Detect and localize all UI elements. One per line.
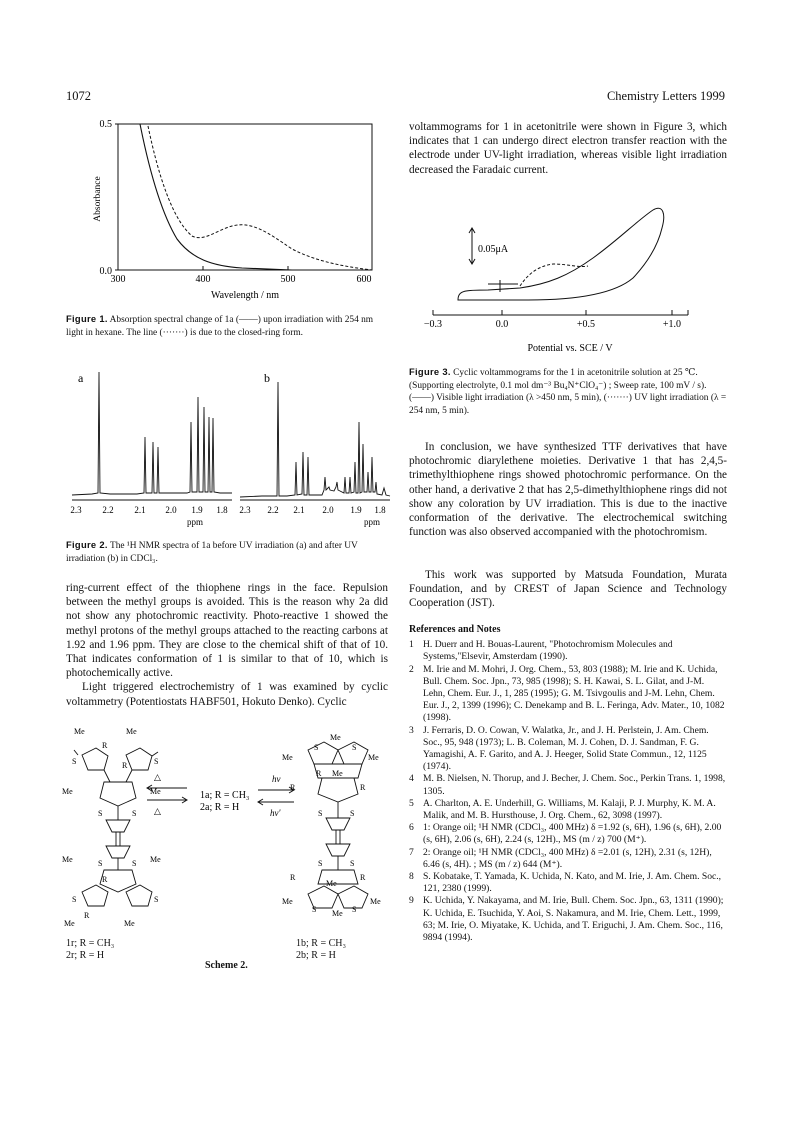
atom-label: S (318, 859, 323, 868)
reference-text: K. Uchida, Y. Nakayama, and M. Irie, Bull. Chem. Soc. Jpn., 63, 1311 (1990); K. Uchida, E. Tsuchida, Y. Aoi, S. Nakamura, and M. Irie, Chem. Lett., 1999, 63; M. Irie, O. Miyatake, K. Uchida, and T. Eriguchi, J. Am. Chem. Soc., 116, 9894 (1994). (423, 895, 724, 944)
delta-symbol: △ (154, 806, 161, 816)
y-tick-label: 0.0 (99, 266, 112, 277)
x-tick-label: 300 (110, 274, 126, 285)
atom-label: S (72, 757, 77, 766)
atom-label: R (102, 875, 108, 884)
figure-1-absorption-plot (62, 114, 382, 309)
molecule-open-form (74, 748, 158, 906)
molecule-closed-form (308, 742, 368, 908)
atom-label: S (312, 905, 317, 914)
atom-label: S (72, 895, 77, 904)
tick-b: 1.8 (374, 505, 386, 515)
reference-number: 6 (409, 822, 414, 834)
tick-b: 2.0 (322, 505, 334, 515)
atom-label: Me (332, 769, 343, 778)
atom-label: S (350, 859, 355, 868)
figure-3-caption-text: Cyclic voltammograms for the 1 in acetonitrile solution at 25 ℃. (Supporting electrolyte, 0.1 mol dm⁻³ Bu₄N⁺ClO₄⁻) ; Sweep rate, 100 mV / s). (——) Visible light irradiation (λ >450 nm, 5 min), (·······) UV light irradiation (λ = 254 nm, 5 min). (409, 368, 727, 416)
reference-item (409, 895, 727, 944)
reference-item (409, 725, 727, 774)
atom-label: Me (282, 753, 293, 762)
reference-text: J. Ferraris, D. O. Cowan, V. Walatka, Jr., and J. H. Perlstein, J. Am. Chem. Soc., 95, 948 (1973); L. B. Coleman, M. J. Cohen, D. J. Sandman, F. G. Yamagishi, A. F. Garito, and A. J. Heeger, Solid State Commun., 12, 1125 (1974). (423, 724, 709, 773)
reference-number: 1 (409, 639, 414, 651)
atom-label: Me (368, 753, 379, 762)
atom-label: R (84, 911, 90, 920)
figure-1-caption (66, 313, 376, 339)
scheme-2-structures (62, 720, 392, 935)
reference-number: 5 (409, 797, 414, 809)
atom-label: R (316, 769, 322, 778)
hv-prime-label: hν' (270, 808, 281, 818)
tick-a: 2.1 (134, 505, 146, 515)
tick-a: 1.8 (216, 505, 228, 515)
tick-b: 1.9 (350, 505, 362, 515)
reference-number: 4 (409, 773, 414, 785)
figure-2-caption-text: The ¹H NMR spectra of 1a before UV irradiation (a) and after UV irradiation (b) in CDCl₃. (66, 541, 358, 564)
mid-label-2: 2a; R = H (200, 802, 240, 813)
reference-text: M. B. Nielsen, N. Thorup, and J. Becher, J. Chem. Soc., Perkin Trans. 1, 1998, 1305. (423, 773, 726, 797)
atom-label: Me (370, 897, 381, 906)
hv-label: hν (272, 774, 281, 784)
reference-text: S. Kobatake, T. Yamada, K. Uchida, N. Kato, and M. Irie, J. Am. Chem. Soc., 121, 2380 (1999). (423, 871, 722, 895)
atom-label: S (98, 859, 103, 868)
spectrum-a-trace (72, 372, 232, 495)
delta-symbol: △ (154, 772, 161, 782)
x-tick-label: −0.3 (423, 319, 443, 330)
atom-label: S (352, 743, 357, 752)
scheme-left-labels (66, 938, 114, 962)
reference-item (409, 798, 727, 822)
atom-label: Me (126, 727, 137, 736)
atom-label: R (102, 741, 108, 750)
spectrum-a-label: a (78, 371, 84, 385)
atom-label: S (154, 895, 159, 904)
x-tick-label: 500 (280, 274, 296, 285)
atom-label: S (154, 757, 159, 766)
tick-a: 1.9 (191, 505, 203, 515)
unit-b: ppm (363, 517, 381, 527)
unit-a: ppm (186, 517, 204, 527)
reference-number: 3 (409, 724, 414, 736)
reference-text: A. Charlton, A. E. Underhill, G. Williams, M. Kalaji, P. J. Murphy, K. M. A. Malik, and M. B. Hursthouse, J. Org. Chem., 62, 3098 (1997). (423, 797, 716, 822)
y-axis-label: Absorbance (93, 176, 103, 222)
atom-label: S (350, 809, 355, 818)
left-label-2: 2r; R = H (66, 950, 105, 961)
atom-label: Me (64, 919, 75, 928)
atom-label: S (132, 859, 137, 868)
x-tick-label: +0.5 (576, 319, 596, 330)
reference-number: 7 (409, 846, 414, 858)
tick-b: 2.1 (293, 505, 305, 515)
reference-item (409, 664, 727, 725)
atom-label: R (360, 783, 366, 792)
right-column-text-top (409, 120, 727, 177)
atom-label: S (98, 809, 103, 818)
x-tick-label: 0.0 (495, 319, 509, 330)
atom-label: Me (150, 855, 161, 864)
figure-3-caption-label: Figure 3. (409, 366, 451, 377)
paragraph: In conclusion, we have synthesized TTF derivatives that have photochromic diarylethene moieties. Derivative 1 that has 2,4,5-trimethylthiophene rings showed photochromic performance. On the other hand, a derivative 2 that has 2,5-dimethylthiophene rings did not show any coloration by UV irradiation. This is due to the inactive conformation of the derivative. The electrochemical switching function was also observed accompanied with the photochromism. (409, 441, 727, 539)
plot-frame (118, 124, 372, 270)
paragraph: This work was supported by Matsuda Foundation, Murata Foundation, and by CREST of Japan Science and Technology Cooperation (JST). (409, 569, 727, 610)
atom-label: S (352, 905, 357, 914)
paragraph: Light triggered electrochemistry of 1 was examined by cyclic voltammetry (Potentiostats HABF501, Hokuto Denko). Cyclic (66, 681, 388, 708)
atom-label: S (132, 809, 137, 818)
atom-label: Me (62, 787, 73, 796)
closed-ring-curve (148, 126, 372, 270)
figure-2-caption-label: Figure 2. (66, 539, 108, 550)
figure-2-nmr-spectra (62, 362, 392, 532)
page-number: 1072 (66, 89, 91, 103)
paragraph: voltammograms for 1 in acetonitrile were shown in Figure 3, which indicates that 1 can undergo direct electron transfer reaction with the electrode under UV-light irradiation, whereas visible light irradiation decreased the Faradaic current. (409, 121, 727, 176)
reference-item (409, 639, 727, 663)
figure-1-caption-text: Absorption spectral change of 1a (——) upon irradiation with 254 nm light in hexane. The line (·······) is due to the closed-ring form. (66, 315, 374, 338)
tick-b: 2.2 (267, 505, 279, 515)
mid-label-1: 1a; R = CH₃ (200, 790, 250, 801)
reference-item (409, 871, 727, 895)
atom-label: S (314, 743, 319, 752)
scheme-right-labels (296, 938, 346, 962)
figure-2-caption (66, 539, 388, 565)
tick-a: 2.0 (165, 505, 177, 515)
references (409, 624, 727, 944)
x-tick-label: 400 (195, 274, 211, 285)
right-column-text-ack (409, 568, 727, 611)
atom-label: Me (330, 733, 341, 742)
reference-list (409, 639, 727, 944)
tick-a: 2.2 (102, 505, 114, 515)
atom-label: S (318, 809, 323, 818)
reference-text: H. Duerr and H. Bouas-Laurent, "Photochromism Molecules and Systems,"Elsevir, Amsterdam (1990). (423, 639, 673, 663)
figure-3-voltammogram (408, 200, 728, 360)
figure-3-caption (409, 366, 727, 417)
right-column-text-conclusion (409, 440, 727, 539)
figure-1-caption-label: Figure 1. (66, 313, 108, 324)
reference-item (409, 847, 727, 871)
atom-label: Me (74, 727, 85, 736)
atom-label: Me (124, 919, 135, 928)
atom-label: Me (326, 879, 337, 888)
atom-label: R (122, 761, 128, 770)
x-tick-label: 600 (356, 274, 372, 285)
left-label-1: 1r; R = CH₃ (66, 938, 115, 949)
right-label-2: 2b; R = H (296, 950, 336, 961)
open-ring-curve (140, 124, 292, 270)
right-label-1: 1b; R = CH₃ (296, 938, 346, 949)
uv-light-trace (520, 264, 588, 286)
reference-text: M. Irie and M. Mohri, J. Org. Chem., 53, 803 (1988); M. Irie and K. Uchida, Bull. Chem. Soc. Jpn., 73, 985 (1998); S. H. Kawai, S. L. Gilat, and J-M. Lehn, Chem. Eur. J., 1, 285 (1995); G. M. Tsivgoulis and J-M. Lehn, Chem. Eur. J., 2, 1399 (1996); C. Denekamp and B. L. Feringa, Adv. Mater., 10, 1082 (1998). (423, 663, 725, 724)
reference-text: 1: Orange oil; ¹H NMR (CDCl₃, 400 MHz) δ =1.92 (s, 6H), 1.96 (s, 6H), 2.00 (s, 6H), 2.06 (s, 6H), 2.24 (s, 12H)., MS (m / z) 700 (M⁺). (423, 822, 722, 846)
journal-title: Chemistry Letters 1999 (606, 89, 725, 103)
paragraph: ring-current effect of the thiophene rings in the face. Repulsion between the methyl groups is avoided. This is the reason why 2a did not show any photochromic reactivity. Photo-reactive 1 showed the methyl protons of the methyl groups attached to the reacting carbons at 1.92 and 1.96 ppm. They are close to the chemical shift of that of 10. That indicates conformation of 1 is similar to that of 10, which is photochemically active. (66, 582, 388, 680)
atom-label: Me (150, 787, 161, 796)
references-title: References and Notes (409, 624, 501, 635)
scheme-title: Scheme 2. (205, 960, 248, 971)
reference-number: 9 (409, 895, 414, 907)
spectrum-b-trace (240, 382, 390, 497)
atom-label: R (290, 783, 296, 792)
atom-label: R (290, 873, 296, 882)
atom-label: Me (282, 897, 293, 906)
x-tick-label: +1.0 (662, 319, 682, 330)
x-axis-label: Potential vs. SCE / V (527, 343, 613, 354)
atom-label: Me (62, 855, 73, 864)
y-tick-label: 0.5 (99, 119, 112, 130)
tick-b: 2.3 (239, 505, 251, 515)
atom-label: Me (332, 909, 343, 918)
scale-label: 0.05μA (478, 244, 509, 255)
reference-number: 8 (409, 871, 414, 883)
tick-a: 2.3 (70, 505, 82, 515)
reference-item (409, 773, 727, 797)
left-column-text (66, 581, 388, 709)
x-axis-label: Wavelength / nm (210, 290, 280, 301)
reference-item (409, 822, 727, 846)
atom-label: R (360, 873, 366, 882)
reference-number: 2 (409, 663, 414, 675)
reference-text: 2: Orange oil; ¹H NMR (CDCl₃, 400 MHz) δ =2.01 (s, 12H), 2.31 (s, 12H), 6.46 (s, 4H). ; MS (m / z) 644 (M⁺). (423, 846, 712, 870)
spectrum-b-label: b (264, 371, 270, 385)
